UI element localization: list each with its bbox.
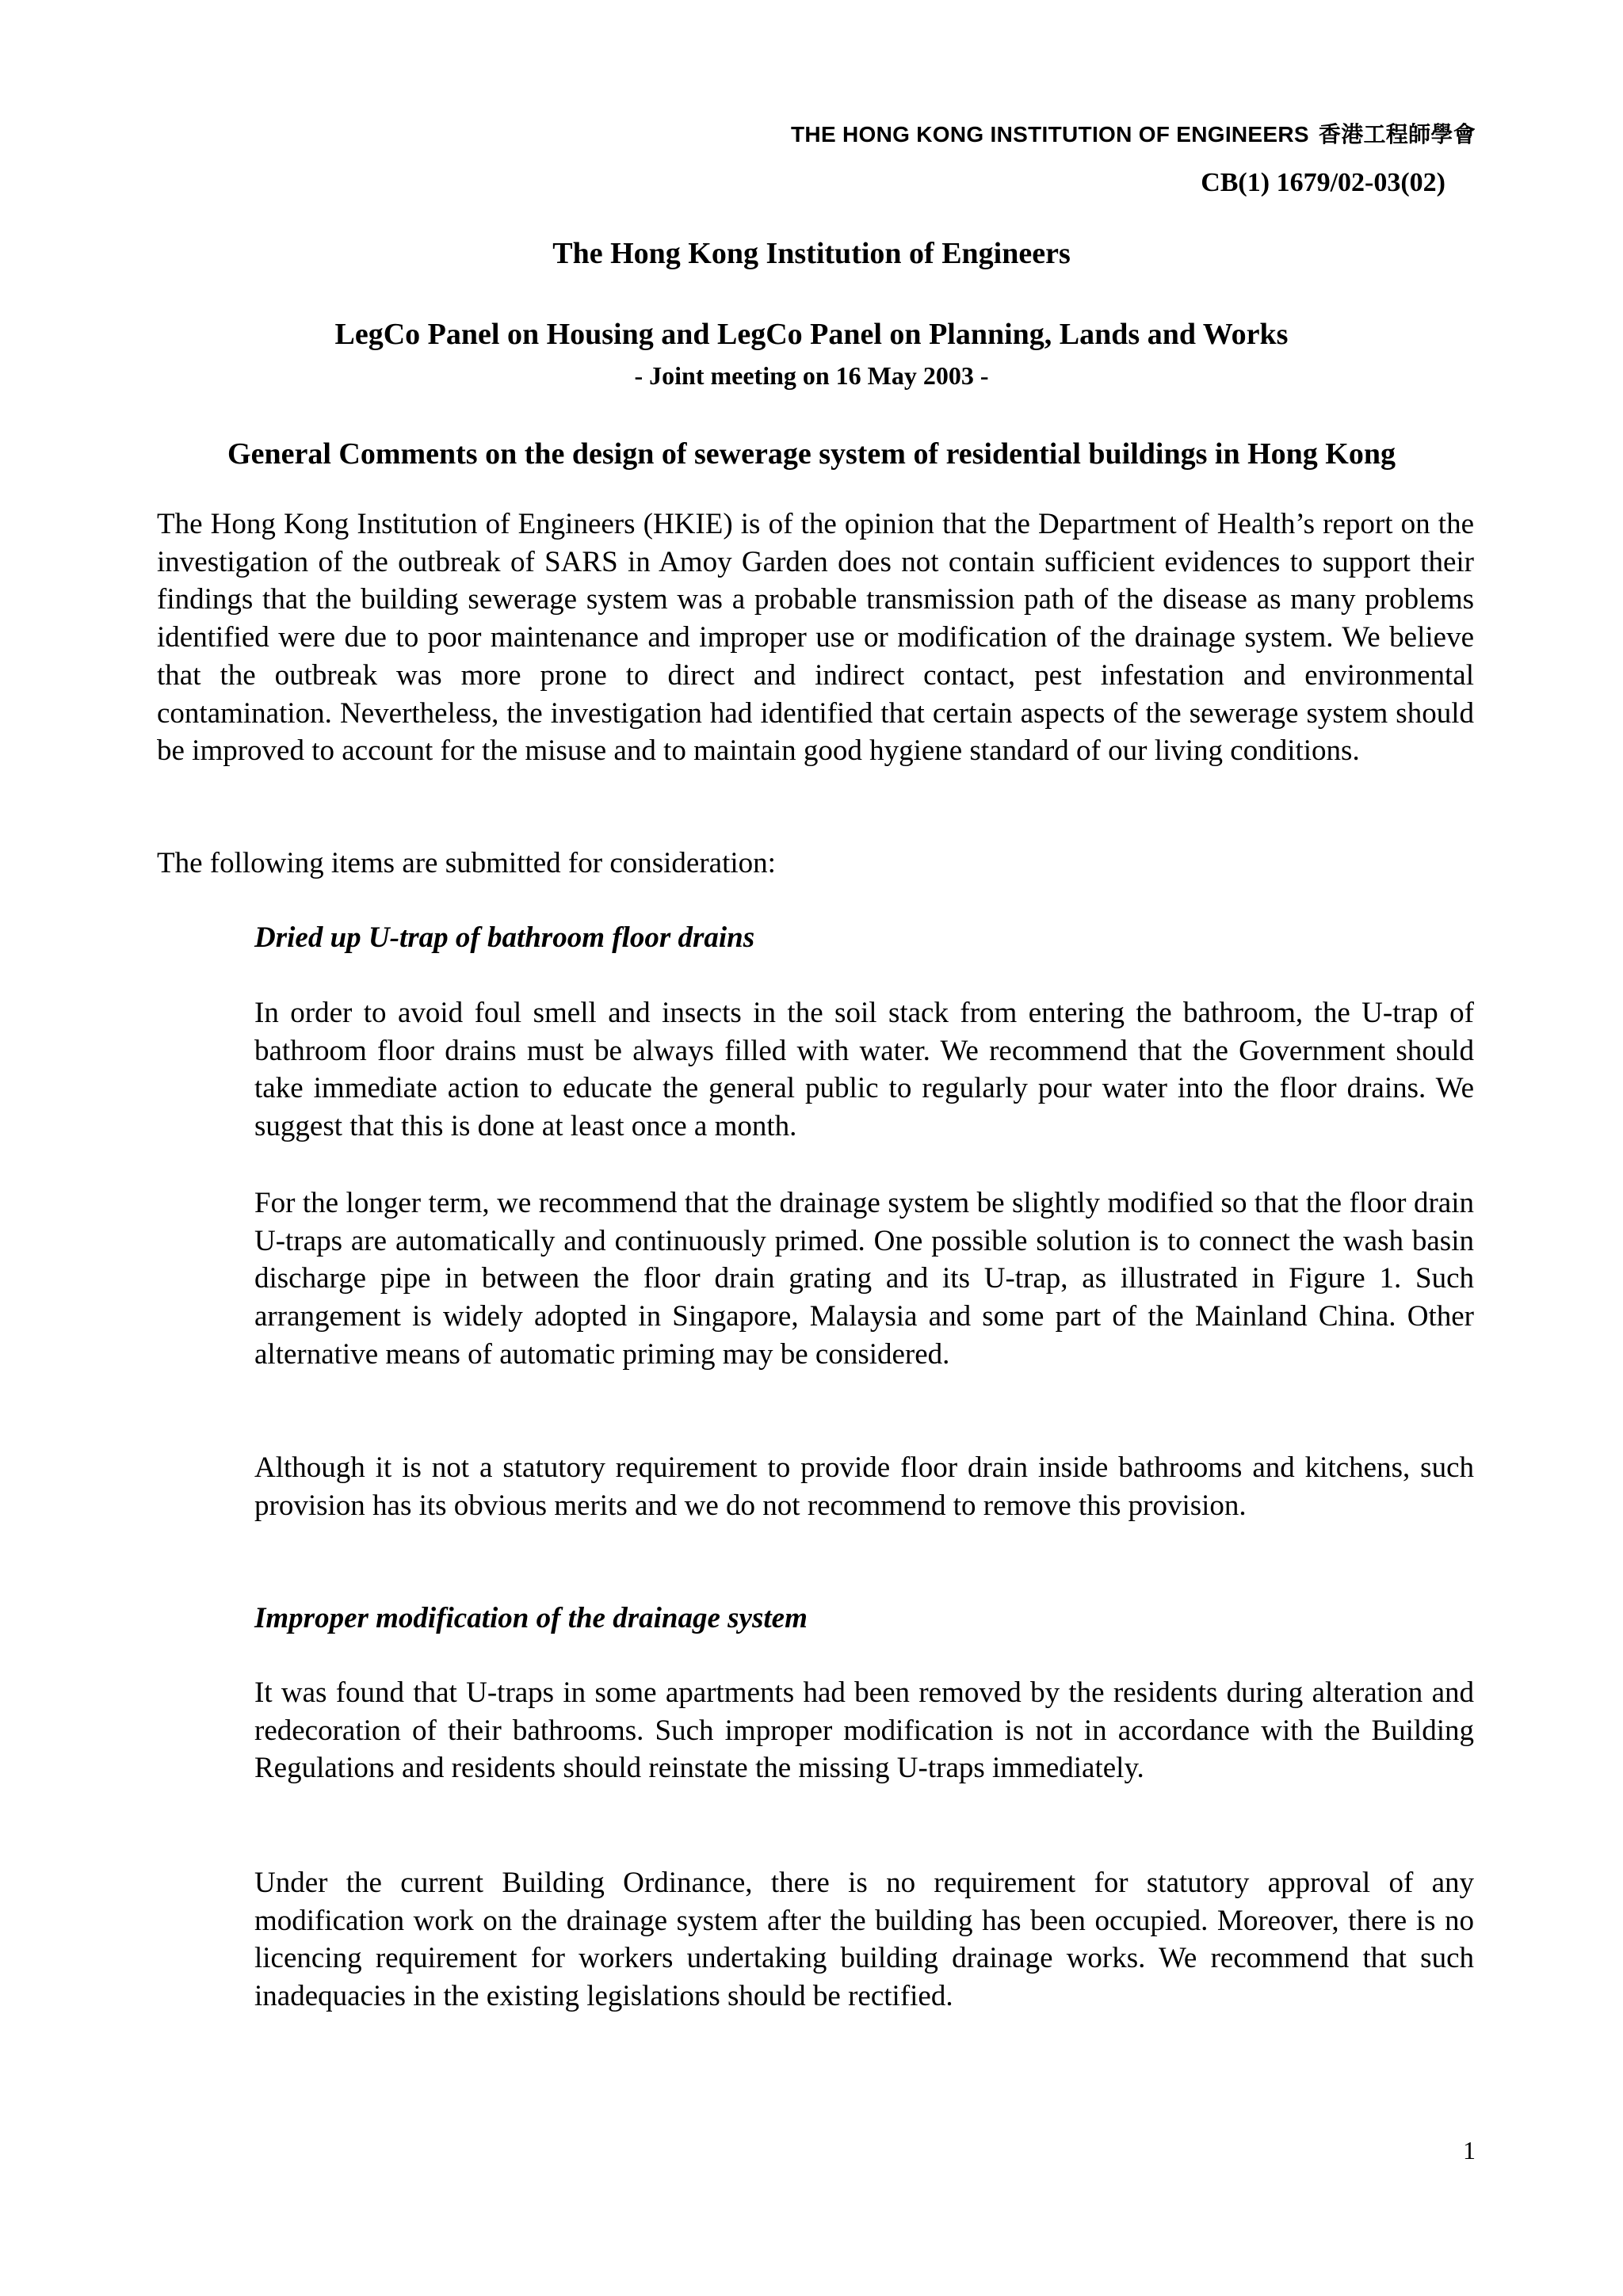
letterhead-english: THE HONG KONG INSTITUTION OF ENGINEERS bbox=[791, 122, 1309, 147]
letterhead-chinese: 香港工程師學會 bbox=[1318, 121, 1476, 147]
meeting-date: - Joint meeting on 16 May 2003 - bbox=[634, 361, 989, 390]
section-2-paragraph-2: Under the current Building Ordinance, there is no requirement for statutory approval of any modification work on the drainage system after the building has been occupied. Moreover, there is no licencing requirement for workers undertaking building drainage works. We recommend that such inadequacies in the existing legislations should be rectified. bbox=[254, 1867, 1474, 2013]
reference-number: CB(1) 1679/02-03(02) bbox=[1201, 168, 1445, 197]
section-1-paragraph-3: Although it is not a statutory requirement to provide floor drain inside bathrooms and kitchens, such provision has its obvious merits and we do not recommend to remove this provision. bbox=[254, 1451, 1474, 1522]
section-2-paragraph-1: It was found that U-traps in some apartments had been removed by the residents during alteration and redecoration of their bathrooms. Such improper modification is not in accordance with the Building Regulations and residents should reinstate the missing U-traps immediately. bbox=[254, 1676, 1474, 1785]
organisation-title: The Hong Kong Institution of Engineers bbox=[552, 237, 1071, 270]
letterhead bbox=[791, 117, 1476, 149]
section-1-paragraph-1: In order to avoid foul smell and insects in the soil stack from entering the bathroom, the U-trap of bathroom floor drains must be always filled with water. We recommend that the Government should take immediate action to educate the general public to regularly pour water into the floor drains. We suggest that this is done at least once a month. bbox=[254, 997, 1474, 1143]
items-intro-paragraph: The following items are submitted for consideration: bbox=[157, 847, 776, 879]
page-number: 1 bbox=[1463, 2136, 1476, 2164]
section-heading-dried-up-u-trap: Dried up U-trap of bathroom floor drains bbox=[254, 921, 755, 954]
section-1-paragraph-2: For the longer term, we recommend that the drainage system be slightly modified so that the floor drain U-traps are automatically and continuously primed. One possible solution is to connect the wash basin discharge pipe in between the floor drain grating and its U-trap, as illustrated in Figure 1. Such arrangement is widely adopted in Singapore, Malaysia and some part of the Mainland China. Other alternative means of automatic priming may be considered. bbox=[254, 1187, 1474, 1371]
section-heading-improper-modification: Improper modification of the drainage system bbox=[254, 1602, 808, 1634]
panel-title: LegCo Panel on Housing and LegCo Panel on Planning, Lands and Works bbox=[334, 318, 1289, 351]
intro-paragraph: The Hong Kong Institution of Engineers (HKIE) is of the opinion that the Department of Health’s report on the investigation of the outbreak of SARS in Amoy Garden does not contain sufficient evidences to support their findings that the building sewerage system was a probable transmission path of the disease as many problems identified were due to poor maintenance and improper use or modification of the drainage system. We believe that the outbreak was more prone to direct and indirect contact, pest infestation and environmental contamination. Nevertheless, the investigation had identified that certain aspects of the sewerage system should be improved to account for the misuse and to maintain good hygiene standard of our living conditions. bbox=[157, 508, 1474, 768]
subject-title: General Comments on the design of sewerage system of residential buildings in Hong Kong bbox=[227, 437, 1396, 471]
